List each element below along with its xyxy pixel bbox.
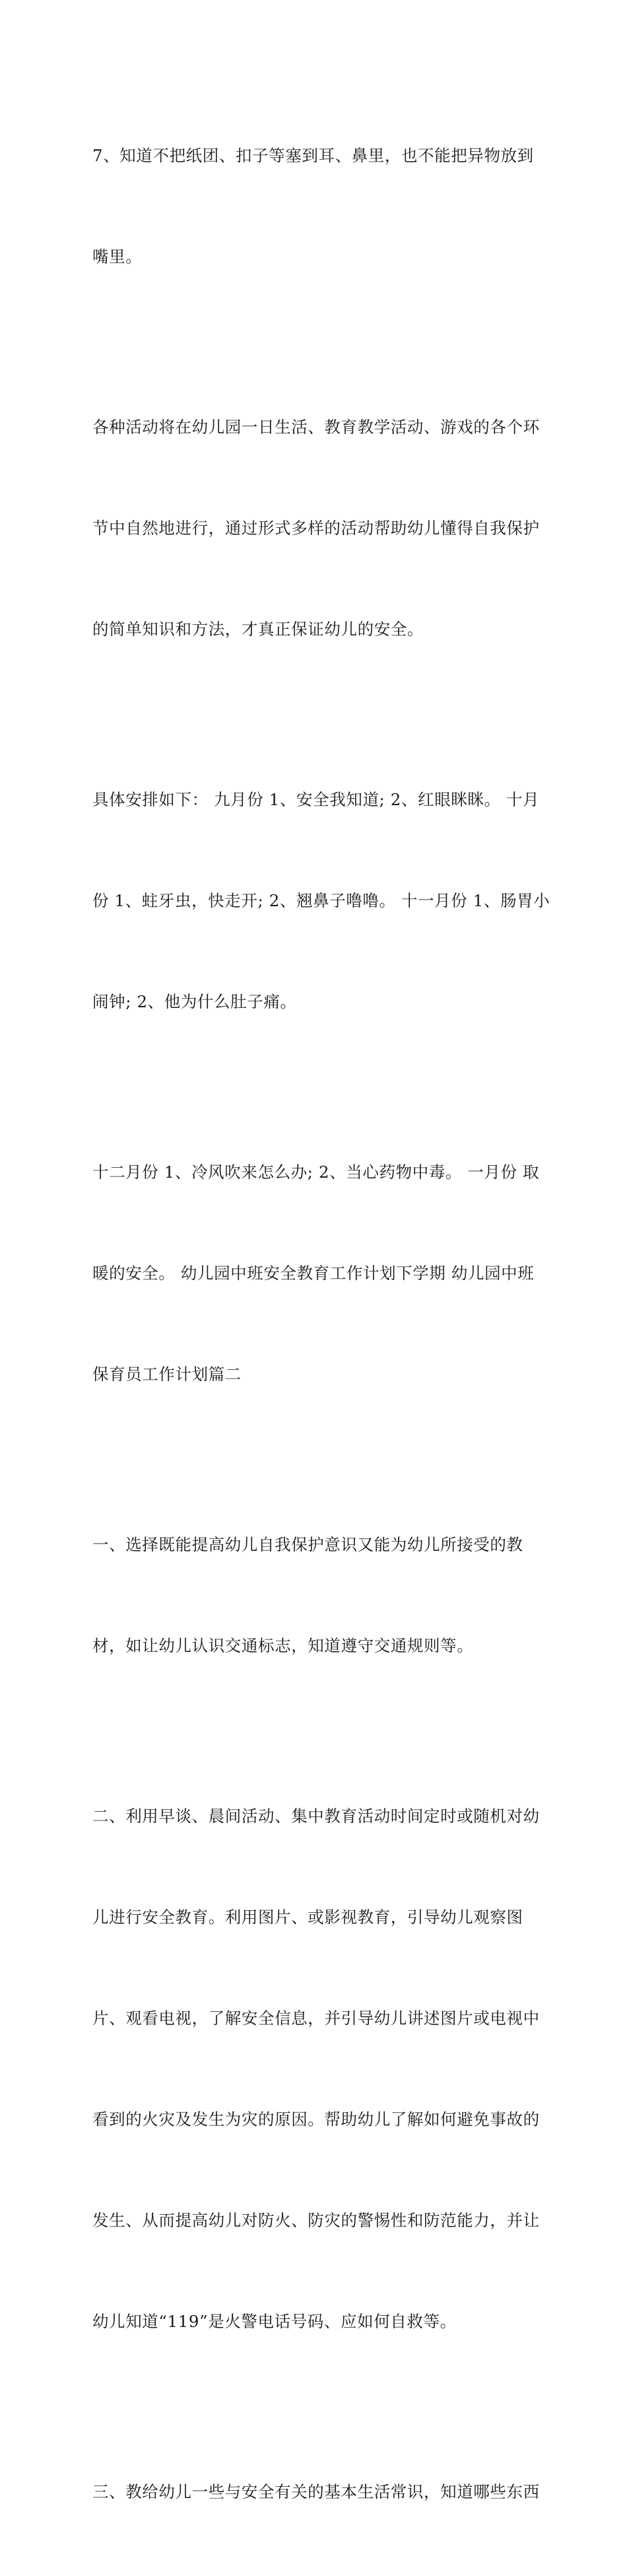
document-body xyxy=(92,71,550,2576)
text-line: 暖的安全。 幼儿园中班安全教育工作计划下学期 幼儿园中班 xyxy=(92,1264,535,1283)
text-line: 闹钟; 2、他为什么肚子痛。 xyxy=(92,992,297,1011)
text-line: 各种活动将在幼儿园一日生活、教育教学活动、游戏的各个环 xyxy=(92,417,540,437)
text-line: 7、知道不把纸团、扣子等塞到耳、鼻里，也不能把异物放到 xyxy=(92,146,534,165)
paragraph-item-7 xyxy=(92,71,541,341)
text-line: 幼儿知道“119”是火警电话号码、应如何自救等。 xyxy=(92,2312,457,2331)
paragraph-december xyxy=(92,1088,541,1458)
text-line: 材，如让幼儿认识交通标志，知道遵守交通规则等。 xyxy=(92,1636,474,1655)
text-line: 儿进行安全教育。利用图片、或影视教育，引导幼儿观察图 xyxy=(92,1908,523,1927)
paragraph-activities xyxy=(92,343,541,713)
text-line: 三、教给幼儿一些与安全有关的基本生活常识，知道哪些东西 xyxy=(92,2482,540,2501)
text-line: 发生、从而提高幼儿对防火、防灾的警惕性和防范能力，并让 xyxy=(92,2211,540,2230)
paragraph-item-two xyxy=(92,1732,541,2406)
text-line: 片、观看电视，了解安全信息，并引导幼儿讲述图片或电视中 xyxy=(92,2009,540,2028)
text-line: 一、选择既能提高幼儿自我保护意识又能为幼儿所接受的教 xyxy=(92,1535,523,1554)
paragraph-schedule xyxy=(92,715,550,1086)
text-line: 份 1、蛀牙虫，快走开; 2、翘鼻子噜噜。 十一月份 1、肠胃小 xyxy=(92,891,550,910)
text-line: 具体安排如下： 九月份 1、安全我知道; 2、红眼眯眯。 十月 xyxy=(92,790,540,809)
text-line: 保育员工作计划篇二 xyxy=(92,1365,242,1384)
text-line: 的简单知识和方法，才真正保证幼儿的安全。 xyxy=(92,620,424,639)
paragraph-item-one xyxy=(92,1460,541,1730)
text-line: 十二月份 1、冷风吹来怎么办; 2、当心药物中毒。 一月份 取 xyxy=(92,1163,540,1182)
text-line: 看到的火灾及发生为灾的原因。帮助幼儿了解如何避免事故的 xyxy=(92,2110,540,2129)
text-line: 嘴里。 xyxy=(92,247,143,266)
paragraph-item-three xyxy=(92,2408,541,2576)
text-line: 节中自然地进行，通过形式多样的活动帮助幼儿懂得自我保护 xyxy=(92,519,540,538)
text-line: 二、利用早谈、晨间活动、集中教育活动时间定时或随机对幼 xyxy=(92,1807,540,1826)
